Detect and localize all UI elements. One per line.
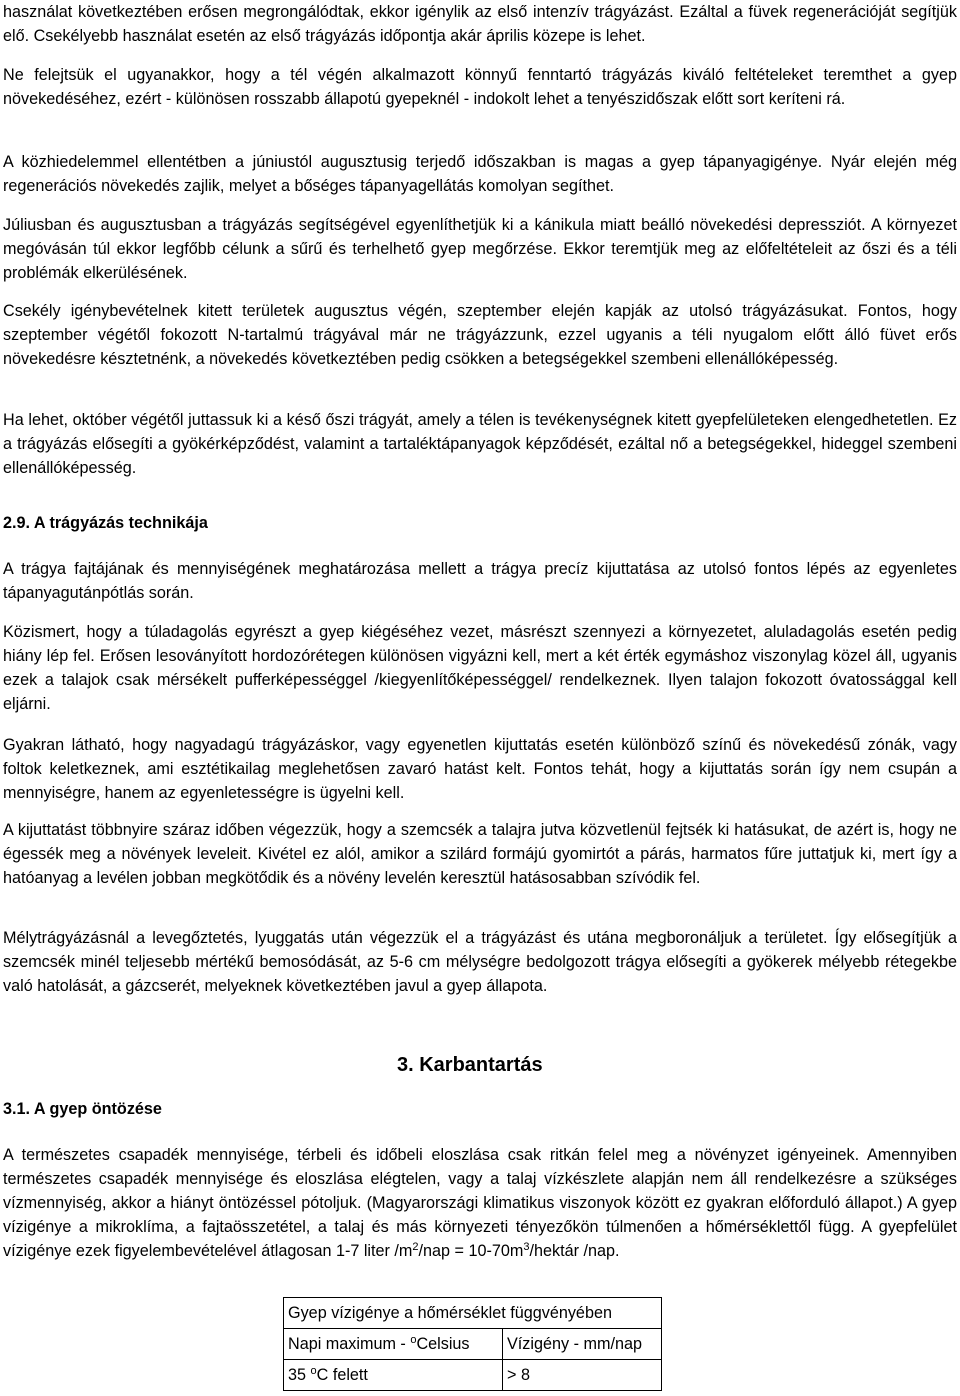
paragraph-july-august: Júliusban és augusztusban a trágyázás segítségével egyenlíthetjük ki a kánikula miatt beálló növekedési depressziót. A környezet megóvásán túl ekkor legfőbb célunk a sűrű és terhelhető gyep megőrzése. Ekkor teremtjük meg az előfeltételeit az őszi és a téli problémák elkerülésének.: [3, 216, 957, 282]
superscript-2: 2: [412, 1241, 419, 1253]
table-title-row: [284, 1298, 662, 1329]
water-demand-table: [283, 1297, 662, 1391]
paragraph-september: Csekély igénybevételnek kitett területek augusztus végén, szeptember elején kapják az utolsó trágyázásukat. Fontos, hogy szeptember végétől fokozott N-tartalmú trágyával már ne trágyázzunk, ezzel ugyanis a téli nyugalom előtt álló füvet erős növekedésre késztetnénk, a növekedés következtében pedig csökken a betegségekkel szembeni ellenállóképesség.: [3, 302, 957, 368]
table-header-water-demand: Vízigény - mm/nap: [503, 1329, 662, 1360]
paragraph-late-autumn: Ha lehet, október végétől juttassuk ki a késő őszi trágyát, amely a télen is tevékenységnek kitett gyepfelületeken elengedhetetlen. Ez a trágyázás elősegíti a gyökérképződést, valamint a tartaléktápanyagok képződését, ezáltal nő a betegségekkel, hideggel szembeni ellenállóképesség.: [3, 411, 957, 477]
paragraph-dry-weather: A kijuttatást többnyire száraz időben végezzük, hogy a szemcsék a talajra jutva közvetlenül fejtsék ki hatásukat, de azért is, hogy ne égessék meg a növények leveleit. Kivétel ez alól, amikor a szilárd formájú gyomirtót a párás, harmatos fűre juttatjuk ki, mert így a hatóanyag a levélen jobban megkötődik és a növény levelén keresztül hatásosabban szívódik fel.: [3, 821, 957, 887]
table-cell-water-demand: > 8: [503, 1360, 662, 1391]
irrigation-text-c: /hektár /nap.: [529, 1242, 620, 1260]
degree-sup: o: [410, 1334, 417, 1346]
section-heading-2-9: 2.9. A trágyázás technikája: [3, 514, 208, 532]
chapter-heading-3: 3. Karbantartás: [397, 1054, 543, 1076]
paragraph-fertilizer-technique: A trágya fajtájának és mennyiségének meghatározása mellett a trágya precíz kijuttatása az utolsó fontos lépés az egyenletes tápanyagutánpótlás során.: [3, 560, 957, 602]
table-header-temperature: [284, 1329, 503, 1360]
irrigation-text-a: A természetes csapadék mennyisége, térbeli és időbeli eloszlása csak ritkán felel meg a növényzet igényeinek. Amennyiben természetes csapadék mennyisége és eloszlása elégtelen, vagy a talaj vízkészlete alapján nem áll rendelkezésre a szükséges vízmennyiség, akkor a hiányt öntözéssel pótoljuk. (Magyarországi klimatikus viszonyok között ez gyakran előforduló állapot.) A gyep vízigénye a mikroklíma, a fajtaösszetétel, a talaj és más környezeti tényezőkön túlmenően a hőmérséklettől függ. A gyepfelület vízigénye ezek figyelembevételével átlagosan 1-7 liter /m: [3, 1146, 957, 1260]
superscript-3: 3: [523, 1241, 530, 1253]
paragraph-uneven-application: Gyakran látható, hogy nagyadagú trágyázáskor, vagy egyenetlen kijuttatás esetén különböző színű és növekedésű zónák, vagy foltok keletkeznek, ami esztétikailag meglehetősen zavaró hatást kelt. Fontos tehát, hogy a kijuttatás során így nem csupán a mennyiségre, hanem az egyenletességre is ügyelni kell.: [3, 736, 957, 802]
irrigation-text-b: /nap = 10-70m: [418, 1242, 524, 1260]
table-row: [284, 1360, 662, 1391]
paragraph-winter-fertilization: Ne felejtsük el ugyanakkor, hogy a tél végén alkalmazott könnyű fenntartó trágyázás kiváló feltételeket teremthet a gyep növekedéséhez, ezért - különösen rosszabb állapotú gyepeknél - indokolt lehet a tenyészidőszak előtt sort keríteni rá.: [3, 66, 957, 108]
paragraph-fertilization-spring: használat következtében erősen megrongálódtak, ekkor igénylik az első intenzív trágyázást. Ezáltal a füvek regenerációját segítjük elő. Csekélyebb használat esetén az első trágyázás időpontja akár április közepe is lehet.: [3, 3, 957, 45]
table-cell-temperature: [284, 1360, 503, 1391]
paragraph-deep-fertilization: Mélytrágyázásnál a levegőztetés, lyuggatás után végezzük el a trágyázást és utána megboronáljuk a területet. Így elősegítjük a szemcsék minél teljesebb mértékű bemosódását, az 5-6 cm mélységre bedolgozott trágya elősegíti a gyökerek mélyebb rétegekbe való hatolását, a gázcserét, melyeknek következtében javul a gyep állapota.: [3, 929, 957, 995]
paragraph-irrigation: [3, 1143, 957, 1263]
header-celsius-text: Celsius: [416, 1335, 470, 1353]
paragraph-overdose: Közismert, hogy a túladagolás egyrészt a gyep kiégéséhez vezet, másrészt szennyezi a környezetet, aluladagolás esetén pedig hiány lép fel. Erősen lesoványított hordozórétegen különösen vigyázni kell, mert a két érték egymáshoz viszonylag közel áll, ugyanis ezek a talajok csak mérsékelt pufferképességgel /kiegyenlítőképességgel/ rendelkeznek. Ilyen talajon fokozott óvatossággal kell eljárni.: [3, 623, 957, 713]
row-degree-sup: o: [310, 1365, 317, 1377]
row-temp-suffix: C felett: [316, 1366, 368, 1384]
table-title: Gyep vízigénye a hőmérséklet függvényében: [284, 1298, 662, 1329]
paragraph-summer-demand: A közhiedelemmel ellentétben a júniustól augusztusig terjedő időszakban is magas a gyep tápanyagigénye. Nyár elején még regenerációs növekedés zajlik, melyet a bőséges tápanyagellátás komolyan segíthet.: [3, 153, 957, 195]
header-temp-text: Napi maximum -: [288, 1335, 411, 1353]
table-header-row: [284, 1329, 662, 1360]
row-temp-text: 35: [288, 1366, 311, 1384]
section-heading-3-1: 3.1. A gyep öntözése: [3, 1100, 162, 1118]
